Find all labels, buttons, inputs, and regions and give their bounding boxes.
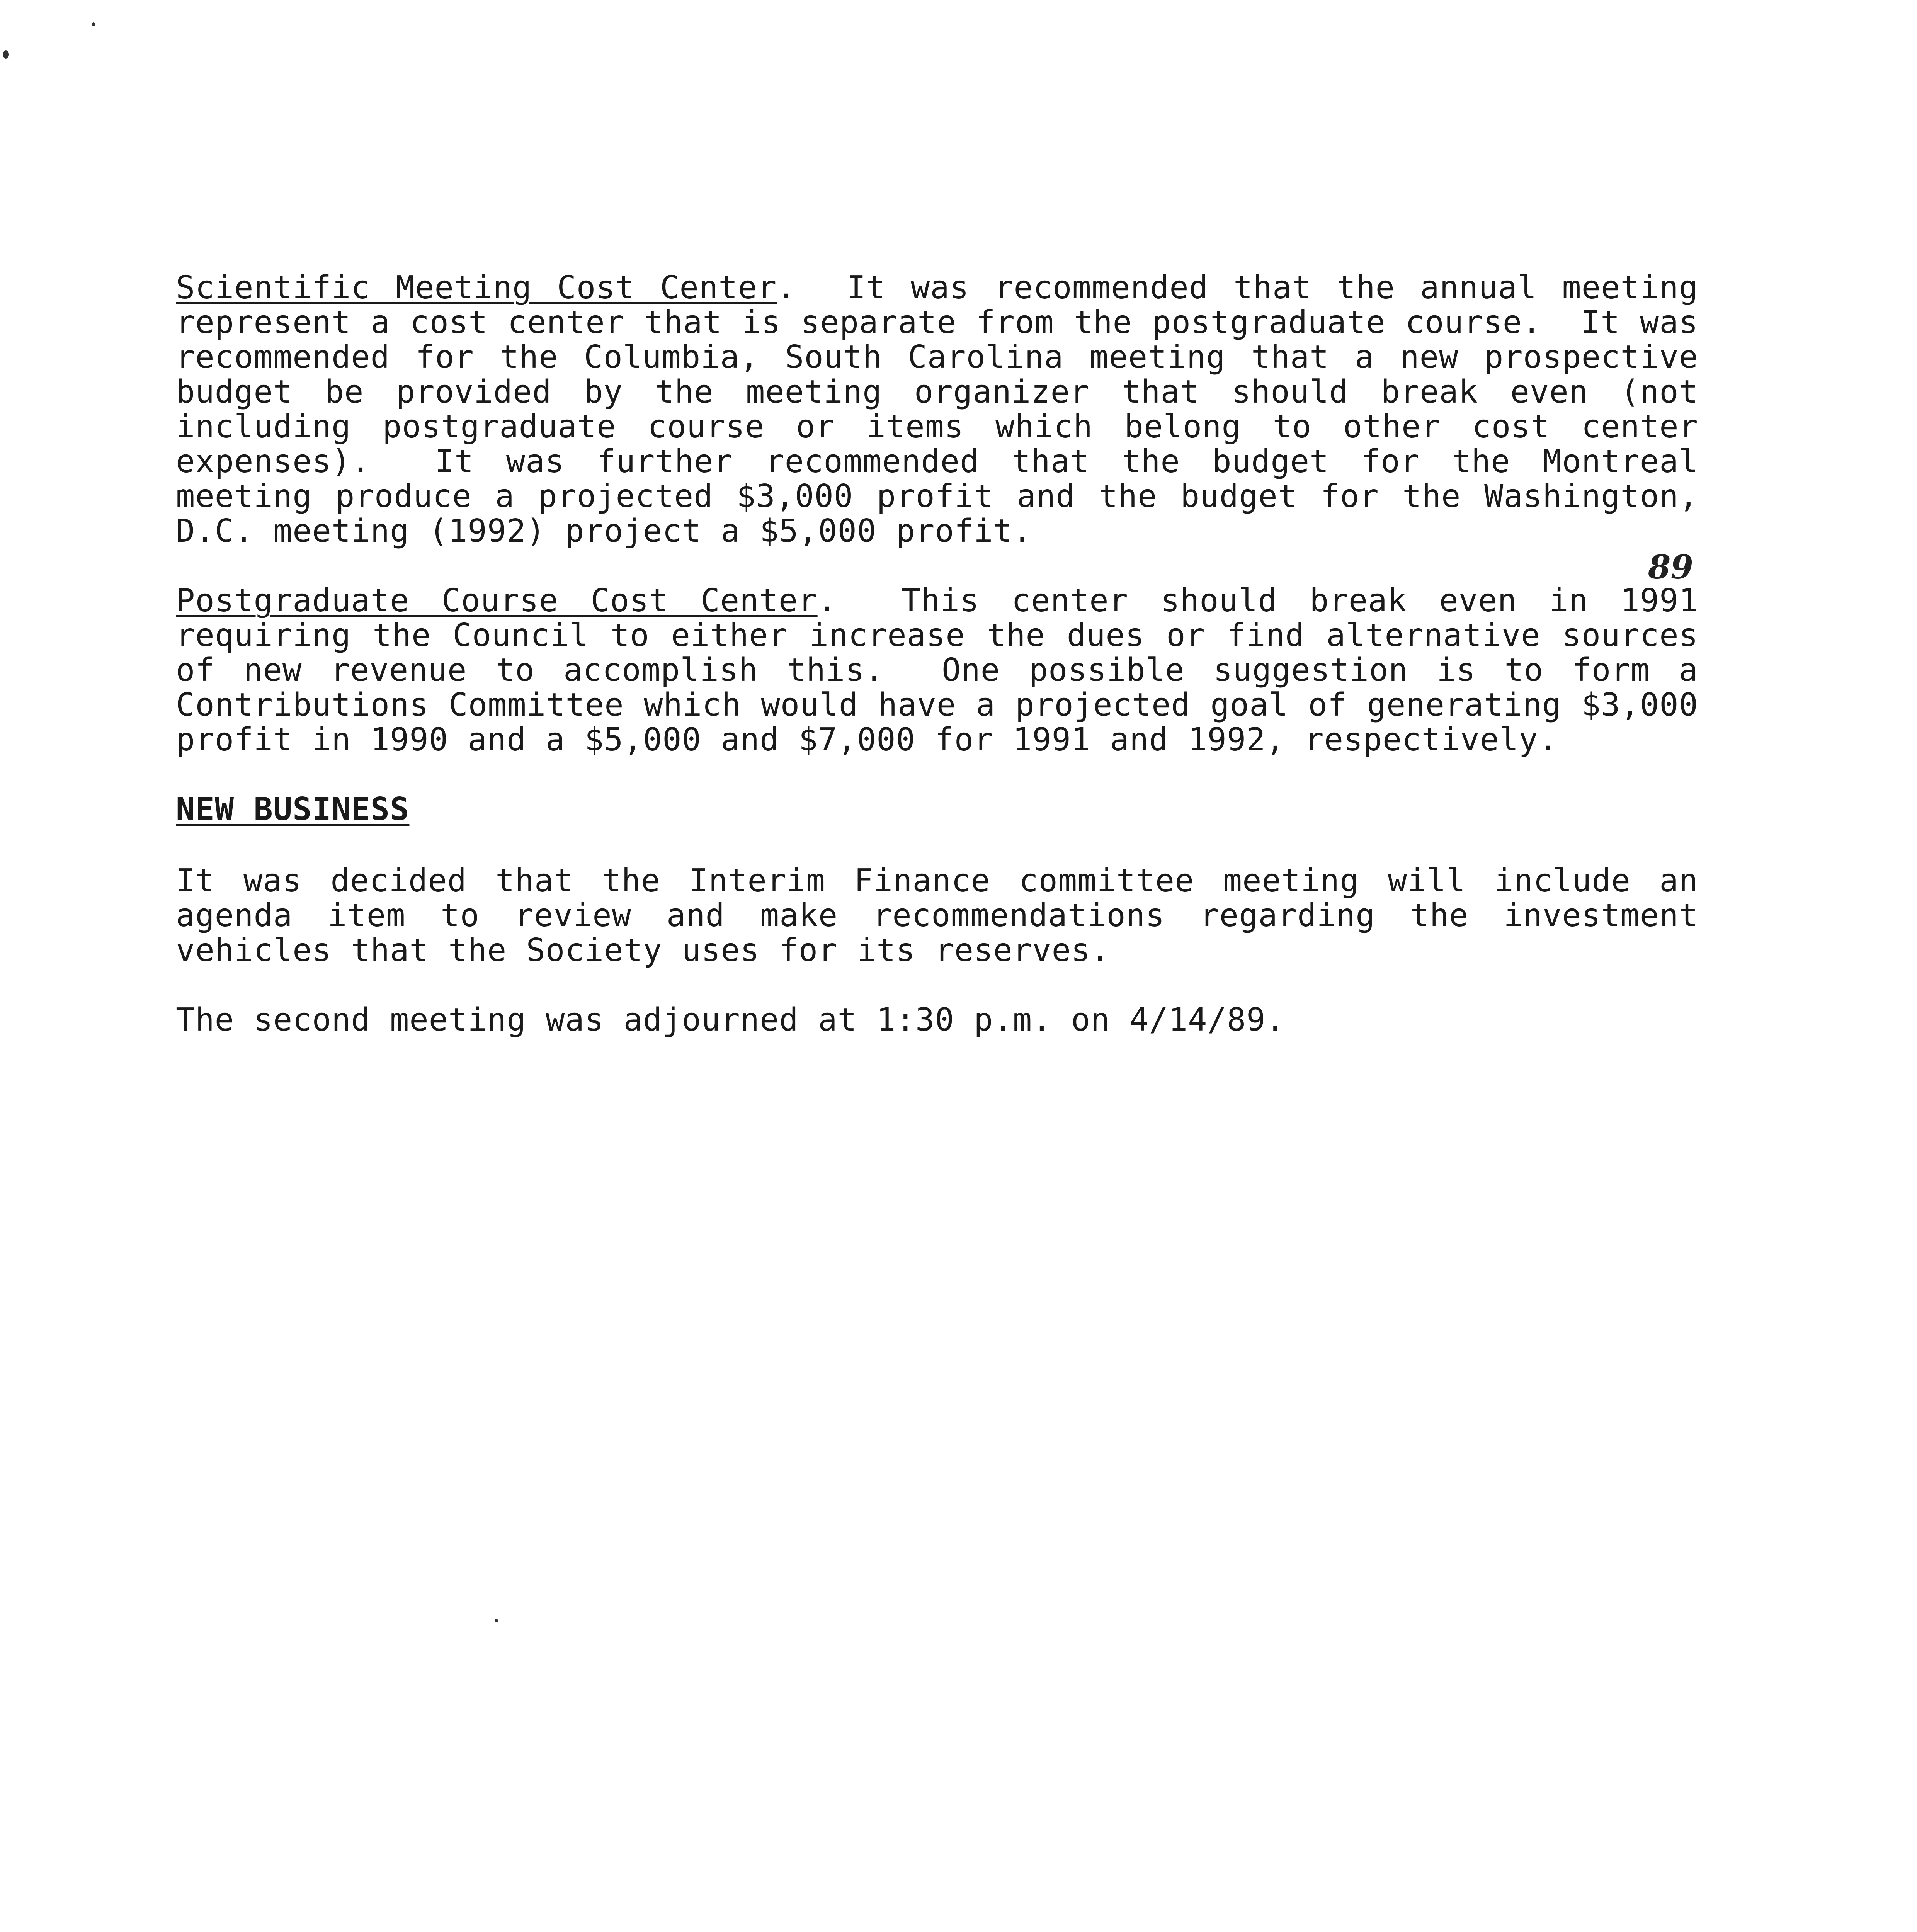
postgraduate-course-lead: Postgraduate Course Cost Center [176,582,818,619]
lead-punctuation: . [817,582,837,619]
scan-speck [495,1619,498,1622]
document-body [176,269,1718,1072]
lead-punctuation: . [777,269,796,306]
scan-speck [3,50,9,59]
new-business-heading: NEW BUSINESS [176,791,410,828]
postgraduate-course-text: This center should break even in 1991 requiring the Council to either increase the dues or find alternative sources of new revenue to accomplish this. One possible suggestion is to form a Contributions Committee which would have a projected goal of generating $3,000 profit in 1990 and a $5,000 and $7,000 for 1991 and 1992, respectively. [176,582,1718,758]
scientific-meeting-text: It was recommended that the annual meeting represent a cost center that is separate from the postgraduate course. It was recommended for the Columbia, South Carolina meeting that a new prospective budget be provided by the meeting organizer that should break even (not including postgraduate course or items which belong to other cost center expenses). It was further recommended that the budget for the Montreal meeting produce a projected $3,000 profit and the budget for the Washington, D.C. meeting (1992) project a $5,000 profit. [176,269,1718,549]
scan-speck [92,22,95,26]
postgraduate-course-paragraph [176,582,1718,758]
scientific-meeting-paragraph [176,269,1718,549]
adjournment-line: The second meeting was adjourned at 1:30 p.m. on 4/14/89. [176,1002,1285,1038]
handwritten-correction: 89 [1648,548,1693,586]
new-business-paragraph: It was decided that the Interim Finance committee meeting will include an agenda item to review and make recommendations regarding the investment vehicles that the Society uses for its reserves. [176,862,1698,969]
scientific-meeting-lead: Scientific Meeting Cost Center [176,269,777,306]
